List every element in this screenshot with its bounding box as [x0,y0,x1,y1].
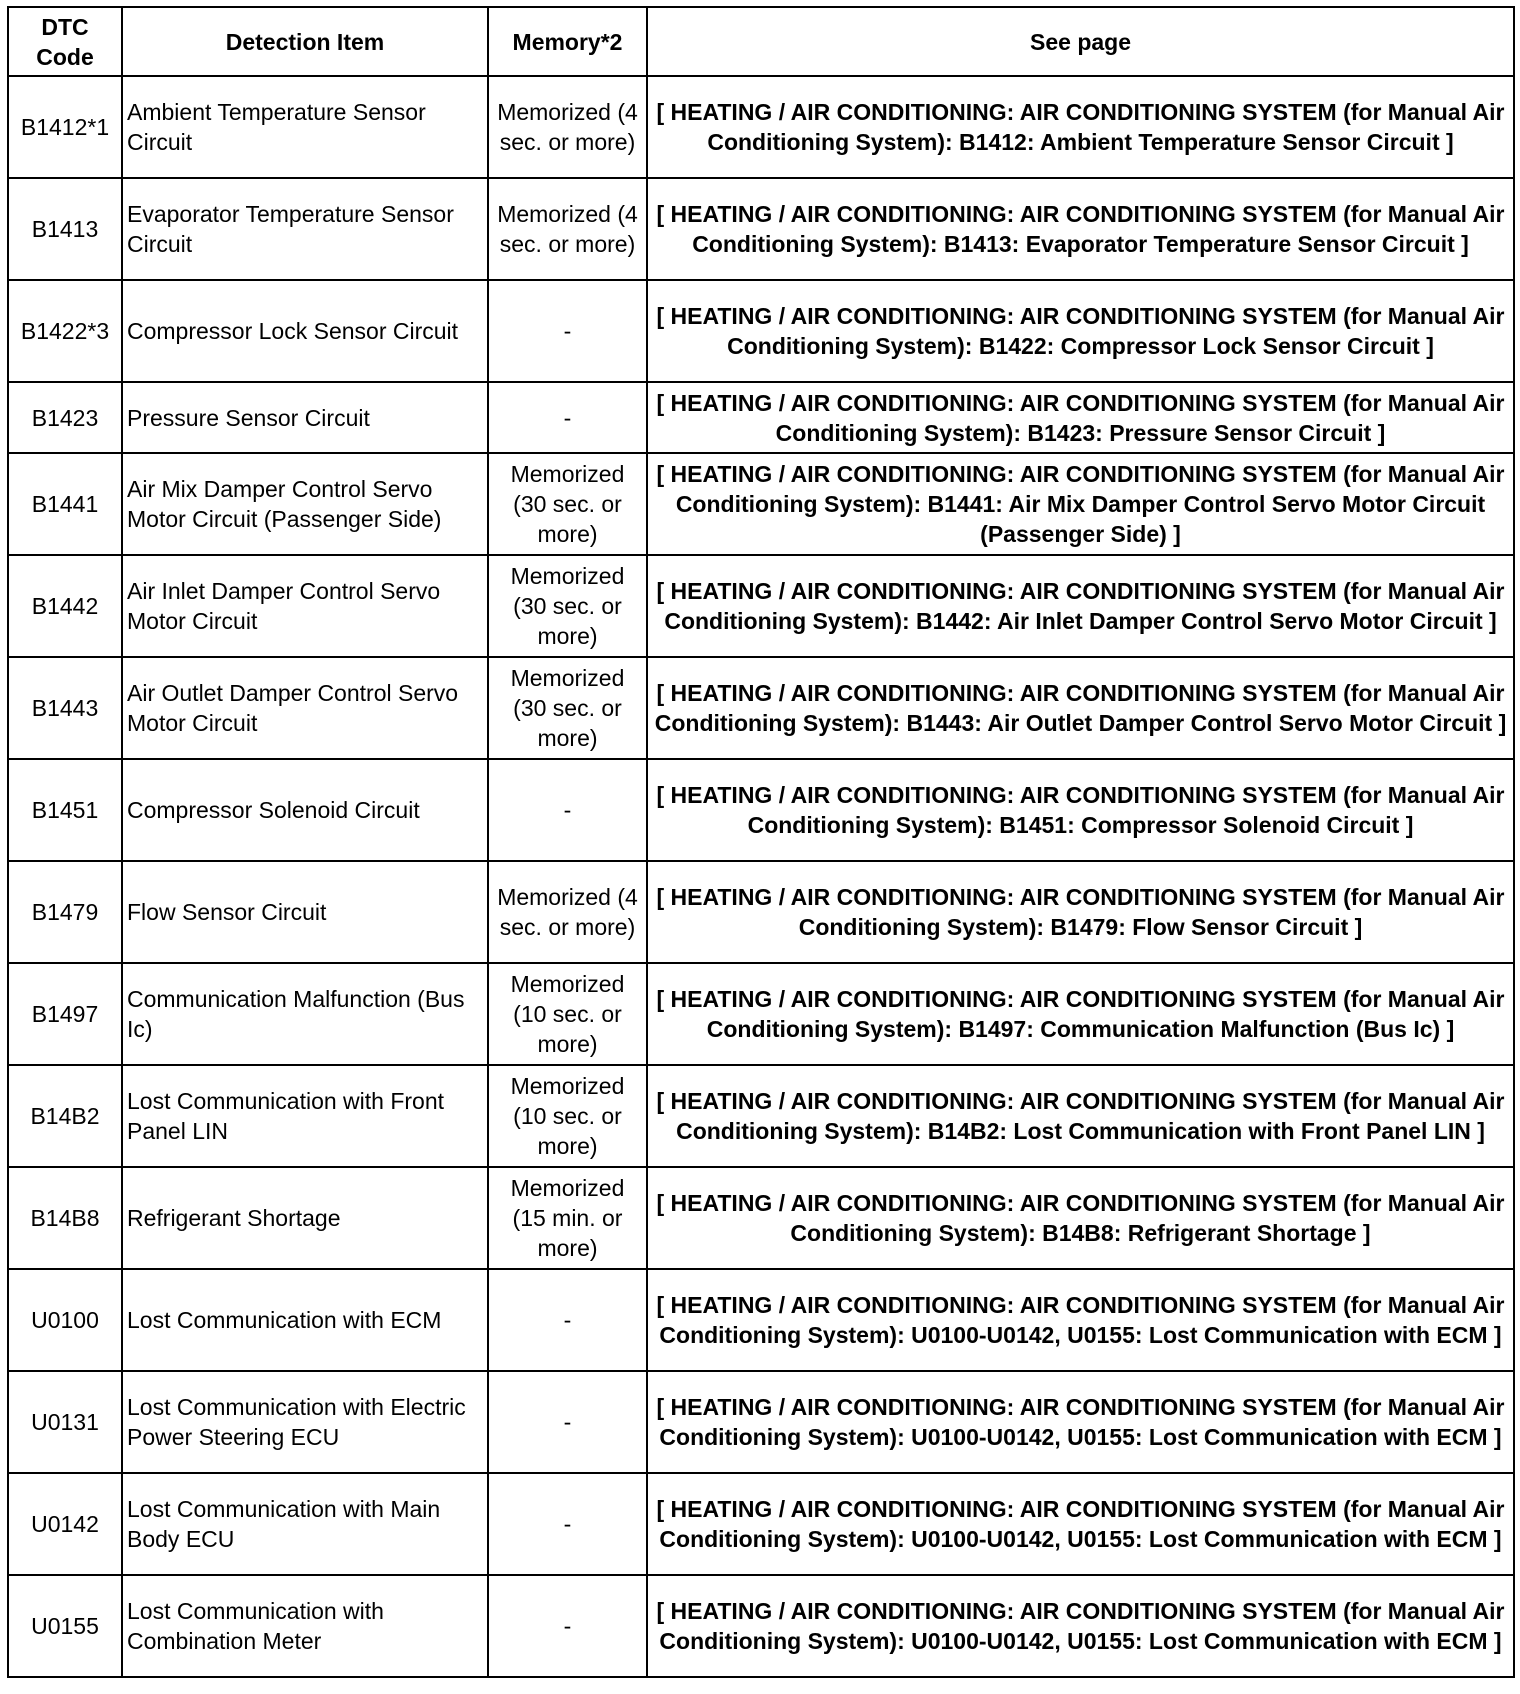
table-row [8,861,1514,963]
see-page-cell: [ HEATING / AIR CONDITIONING: AIR CONDITIONING SYSTEM (for Manual Air Conditioning System): U0100-U0142, U0155: Lost Communication with ECM ] [647,1473,1514,1575]
table-row [8,280,1514,382]
table-row [8,1371,1514,1473]
dtc-table [7,6,1515,1678]
table-row [8,657,1514,759]
memory-cell: Memorized (4 sec. or more) [488,178,647,280]
dtc-code-cell: B14B8 [8,1167,122,1269]
detection-item-cell: Flow Sensor Circuit [122,861,488,963]
table-row [8,1269,1514,1371]
memory-cell: - [488,280,647,382]
header-row [8,7,1514,76]
memory-cell: Memorized (4 sec. or more) [488,861,647,963]
see-page-cell: [ HEATING / AIR CONDITIONING: AIR CONDITIONING SYSTEM (for Manual Air Conditioning System): B1441: Air Mix Damper Control Servo Motor Circuit (Passenger Side) ] [647,453,1514,555]
see-page-cell: [ HEATING / AIR CONDITIONING: AIR CONDITIONING SYSTEM (for Manual Air Conditioning System): U0100-U0142, U0155: Lost Communication with ECM ] [647,1575,1514,1677]
table-row [8,1575,1514,1677]
see-page-cell: [ HEATING / AIR CONDITIONING: AIR CONDITIONING SYSTEM (for Manual Air Conditioning System): B1451: Compressor Solenoid Circuit ] [647,759,1514,861]
dtc-code-cell: B1479 [8,861,122,963]
header-see-page: See page [647,7,1514,76]
detection-item-cell: Ambient Temperature Sensor Circuit [122,76,488,178]
dtc-code-cell: B1413 [8,178,122,280]
dtc-code-cell: U0142 [8,1473,122,1575]
detection-item-cell: Pressure Sensor Circuit [122,382,488,453]
memory-cell: Memorized (30 sec. or more) [488,555,647,657]
detection-item-cell: Lost Communication with Combination Meter [122,1575,488,1677]
table-row [8,759,1514,861]
dtc-code-cell: B14B2 [8,1065,122,1167]
dtc-code-cell: U0100 [8,1269,122,1371]
table-row [8,555,1514,657]
see-page-cell: [ HEATING / AIR CONDITIONING: AIR CONDITIONING SYSTEM (for Manual Air Conditioning System): B14B2: Lost Communication with Front Panel LIN ] [647,1065,1514,1167]
dtc-code-cell: U0155 [8,1575,122,1677]
dtc-code-cell: B1497 [8,963,122,1065]
table-row [8,1065,1514,1167]
memory-cell: Memorized (15 min. or more) [488,1167,647,1269]
memory-cell: - [488,382,647,453]
see-page-cell: [ HEATING / AIR CONDITIONING: AIR CONDITIONING SYSTEM (for Manual Air Conditioning System): B14B8: Refrigerant Shortage ] [647,1167,1514,1269]
header-detection-item: Detection Item [122,7,488,76]
see-page-cell: [ HEATING / AIR CONDITIONING: AIR CONDITIONING SYSTEM (for Manual Air Conditioning System): B1479: Flow Sensor Circuit ] [647,861,1514,963]
detection-item-cell: Refrigerant Shortage [122,1167,488,1269]
memory-cell: - [488,759,647,861]
detection-item-cell: Compressor Lock Sensor Circuit [122,280,488,382]
header-memory: Memory*2 [488,7,647,76]
detection-item-cell: Air Inlet Damper Control Servo Motor Circuit [122,555,488,657]
see-page-cell: [ HEATING / AIR CONDITIONING: AIR CONDITIONING SYSTEM (for Manual Air Conditioning System): U0100-U0142, U0155: Lost Communication with ECM ] [647,1269,1514,1371]
memory-cell: - [488,1473,647,1575]
table-row [8,453,1514,555]
memory-cell: Memorized (10 sec. or more) [488,1065,647,1167]
memory-cell: Memorized (30 sec. or more) [488,657,647,759]
table-row [8,1473,1514,1575]
dtc-code-cell: B1441 [8,453,122,555]
table-row [8,178,1514,280]
dtc-code-cell: B1443 [8,657,122,759]
dtc-code-cell: B1451 [8,759,122,861]
memory-cell: Memorized (4 sec. or more) [488,76,647,178]
see-page-cell: [ HEATING / AIR CONDITIONING: AIR CONDITIONING SYSTEM (for Manual Air Conditioning System): B1413: Evaporator Temperature Sensor Circuit ] [647,178,1514,280]
table-row [8,76,1514,178]
see-page-cell: [ HEATING / AIR CONDITIONING: AIR CONDITIONING SYSTEM (for Manual Air Conditioning System): B1442: Air Inlet Damper Control Servo Motor Circuit ] [647,555,1514,657]
table-row [8,382,1514,453]
dtc-code-cell: U0131 [8,1371,122,1473]
see-page-cell: [ HEATING / AIR CONDITIONING: AIR CONDITIONING SYSTEM (for Manual Air Conditioning System): B1422: Compressor Lock Sensor Circuit ] [647,280,1514,382]
memory-cell: - [488,1371,647,1473]
memory-cell: Memorized (30 sec. or more) [488,453,647,555]
detection-item-cell: Air Outlet Damper Control Servo Motor Circuit [122,657,488,759]
see-page-cell: [ HEATING / AIR CONDITIONING: AIR CONDITIONING SYSTEM (for Manual Air Conditioning System): B1423: Pressure Sensor Circuit ] [647,382,1514,453]
see-page-cell: [ HEATING / AIR CONDITIONING: AIR CONDITIONING SYSTEM (for Manual Air Conditioning System): B1412: Ambient Temperature Sensor Circuit ] [647,76,1514,178]
dtc-code-cell: B1412*1 [8,76,122,178]
detection-item-cell: Lost Communication with Electric Power Steering ECU [122,1371,488,1473]
header-dtc-code: DTC Code [8,7,122,76]
detection-item-cell: Lost Communication with Main Body ECU [122,1473,488,1575]
table-row [8,963,1514,1065]
dtc-code-cell: B1442 [8,555,122,657]
see-page-cell: [ HEATING / AIR CONDITIONING: AIR CONDITIONING SYSTEM (for Manual Air Conditioning System): B1443: Air Outlet Damper Control Servo Motor Circuit ] [647,657,1514,759]
detection-item-cell: Lost Communication with Front Panel LIN [122,1065,488,1167]
see-page-cell: [ HEATING / AIR CONDITIONING: AIR CONDITIONING SYSTEM (for Manual Air Conditioning System): U0100-U0142, U0155: Lost Communication with ECM ] [647,1371,1514,1473]
detection-item-cell: Communication Malfunction (Bus Ic) [122,963,488,1065]
detection-item-cell: Compressor Solenoid Circuit [122,759,488,861]
table-row [8,1167,1514,1269]
memory-cell: - [488,1575,647,1677]
dtc-code-cell: B1422*3 [8,280,122,382]
dtc-code-cell: B1423 [8,382,122,453]
detection-item-cell: Lost Communication with ECM [122,1269,488,1371]
memory-cell: - [488,1269,647,1371]
detection-item-cell: Evaporator Temperature Sensor Circuit [122,178,488,280]
detection-item-cell: Air Mix Damper Control Servo Motor Circuit (Passenger Side) [122,453,488,555]
memory-cell: Memorized (10 sec. or more) [488,963,647,1065]
see-page-cell: [ HEATING / AIR CONDITIONING: AIR CONDITIONING SYSTEM (for Manual Air Conditioning System): B1497: Communication Malfunction (Bus Ic) ] [647,963,1514,1065]
